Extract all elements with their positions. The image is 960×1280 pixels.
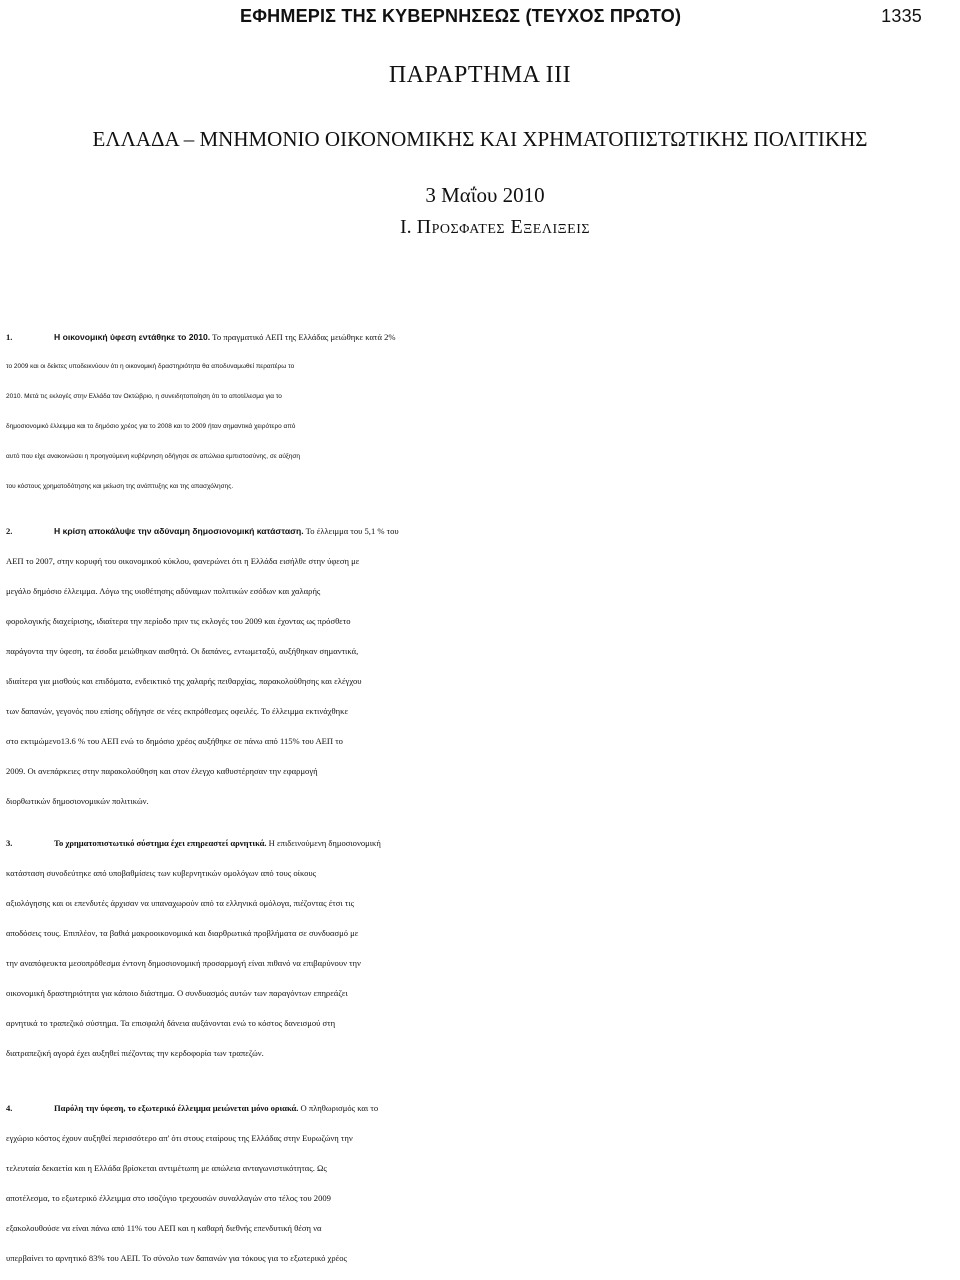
running-header [30, 6, 922, 34]
paragraph-line: στο εκτιμώμενο13.6 % του ΑΕΠ ενώ το δημόσιο χρέος αυξήθηκε σε πάνω από 115% του ΑΕΠ το [6, 736, 343, 746]
paragraph-line: 2010. Μετά τις εκλογές στην Ελλάδα τον Οκτώβριο, η συνειδητοποίηση ότι το αποτέλεσμα για το [6, 393, 282, 400]
section-heading [0, 216, 960, 239]
paragraph-line: αυτό που είχε ανακοινώσει η προηγούμενη κυβέρνηση οδήγησε σε απώλεια εμπιστοσύνης, σε αύξηση [6, 453, 301, 460]
paragraph-line: τελευταία δεκαετία και η Ελλάδα βρίσκεται αντιμέτωπη με απώλεια ανταγωνιστικότητας. Ως [6, 1163, 327, 1173]
paragraph-text: Η επιδεινούμενη δημοσιονομική [266, 838, 381, 848]
paragraph-line: εξακολουθούσε να είναι πάνω από 11% του ΑΕΠ και η καθαρή διεθνής επενδυτική θέση να [6, 1223, 322, 1233]
paragraph-line: του κόστους χρηματοδότησης και μείωση της ανάπτυξης και της απασχόλησης. [6, 483, 234, 490]
paragraph-line: παράγοντα την ύφεση, τα έσοδα μειώθηκαν αισθητά. Οι δαπάνες, εντωμεταξύ, αυξήθηκαν σημαντικά, [6, 646, 359, 656]
annex-title: ΠΑΡΑΡΤΗΜΑ ΙΙΙ [388, 62, 572, 88]
paragraph-line [6, 322, 956, 352]
paragraph-line [6, 516, 956, 546]
paragraph-line: φορολογικής διαχείρισης, ιδιαίτερα την περίοδο πριν τις εκλογές του 2009 και έχοντας ως πρόσθετο [6, 616, 351, 626]
section-title: Προσφατες Εξελιξεις [416, 216, 590, 238]
paragraph-text: Ο πληθωρισμός και το [298, 1103, 379, 1113]
section-numeral: I. [400, 216, 412, 238]
paragraph-3 [6, 828, 956, 1068]
paragraph-line [6, 1093, 956, 1123]
paragraph-line: οικονομική δραστηριότητα για κάποιο διάστημα. Ο συνδυασμός αυτών των παραγόντων επηρεάζει [6, 988, 348, 998]
paragraph-line: μεγάλο δημόσιο έλλειμμα. Λόγω της υιοθέτησης αδύναμων πολιτικών εσόδων και χαλαρής [6, 586, 321, 596]
paragraph-line: διατραπεζική αγορά έχει αυξηθεί πιέζοντας την κερδοφορία των τραπεζών. [6, 1048, 264, 1058]
paragraph-line: 2009. Οι ανεπάρκειες στην παρακολούθηση και στον έλεγχο καθυστέρησαν την εφαρμογή [6, 766, 318, 776]
paragraph-text: Το έλλειμμα του 5,1 % του [303, 526, 399, 536]
paragraph-number: 3. [6, 838, 13, 848]
paragraph-line: το 2009 και οι δείκτες υποδεικνύουν ότι η οικονομική δραστηριότητα θα αποδυναμωθεί περαιτέρω το [6, 363, 295, 370]
paragraph-lead: Η οικονομική ύφεση εντάθηκε το 2010. [54, 332, 211, 342]
paragraph-line: διορθωτικών δημοσιονομικών πολιτικών. [6, 796, 149, 806]
paragraph-2 [6, 516, 956, 816]
gazette-title: ΕΦΗΜΕΡΙΣ ΤΗΣ ΚΥΒΕΡΝΗΣΕΩΣ (ΤΕΥΧΟΣ ΠΡΩΤΟ) [240, 6, 682, 26]
paragraph-line: εγχώριο κόστος έχουν αυξηθεί περισσότερο απ' ότι στους εταίρους της Ελλάδας στην Ευρωζώνη την [6, 1133, 353, 1143]
document-title: ΕΛΛΑΔΑ – ΜΝΗΜΟΝΙΟ ΟΙΚΟΝΟΜΙΚΗΣ ΚΑΙ ΧΡΗΜΑΤΟΠΙΣΤΩΤΙΚΗΣ ΠΟΛΙΤΙΚΗΣ [92, 127, 868, 151]
document-date: 3 Μαΐου 2010 [425, 183, 545, 207]
paragraph-line: ιδιαίτερα για μισθούς και επιδόματα, ενδεικτικό της χαλαρής πειθαρχίας, παρακολούθησης και ελέγχου [6, 676, 362, 686]
paragraph-line [6, 828, 956, 858]
paragraph-line: αξιολόγησης και οι επενδυτές άρχισαν να υπαναχωρούν από τα ελληνικά ομόλογα, πιέζοντας έτσι τις [6, 898, 354, 908]
paragraph-line: υπερβαίνει το αρνητικό 83% του ΑΕΠ. Το σύνολο των δαπανών για τόκους για το εξωτερικό χρέος [6, 1253, 347, 1263]
paragraph-line: των δαπανών, γεγονός που επίσης οδήγησε σε νέες εκπρόθεσμες οφειλές. Το έλλειμμα εκτινάχθηκε [6, 706, 349, 716]
paragraph-line: κατάσταση συνοδεύτηκε από υποβαθμίσεις των κυβερνητικών ομολόγων από τους οίκους [6, 868, 317, 878]
paragraph-1 [6, 322, 956, 502]
paragraph-4 [6, 1093, 956, 1273]
paragraph-lead: Το χρηματοπιστωτικό σύστημα έχει επηρεαστεί αρνητικά. [54, 838, 267, 848]
paragraph-text: Το πραγματικό ΑΕΠ της Ελλάδας μειώθηκε κατά 2% [210, 332, 396, 342]
paragraph-number: 1. [6, 332, 13, 342]
paragraph-line: αποτέλεσμα, το εξωτερικό έλλειμμα στο ισοζύγιο τρεχουσών συναλλαγών στο τέλος του 2009 [6, 1193, 331, 1203]
paragraph-line: αρνητικά το τραπεζικό σύστημα. Τα επισφαλή δάνεια αυξάνονται ενώ το κόστος δανεισμού στη [6, 1018, 336, 1028]
paragraph-line: την αναπόφευκτα μεσοπρόθεσμα έντονη δημοσιονομική προσαρμογή είναι πιθανό να επιβαρύνουν την [6, 958, 361, 968]
paragraph-lead: Η κρίση αποκάλυψε την αδύναμη δημοσιονομική κατάσταση. [54, 526, 304, 536]
paragraph-line: δημοσιονομικό έλλειμμα και το δημόσιο χρέος για το 2008 και το 2009 ήταν σημαντικά χειρότερο από [6, 423, 296, 430]
paragraph-line: ΑΕΠ το 2007, στην κορυφή του οικονομικού κύκλου, φανερώνει ότι η Ελλάδα εισήλθε στην ύφεση με [6, 556, 360, 566]
paragraph-number: 2. [6, 526, 13, 536]
paragraph-line: αποδόσεις τους. Επιπλέον, τα βαθιά μακροοικονομικά και διαρθρωτικά προβλήματα σε συνδυασμό με [6, 928, 359, 938]
page-number: 1335 [881, 6, 922, 26]
paragraph-number: 4. [6, 1103, 13, 1113]
paragraph-lead: Παρόλη την ύφεση, το εξωτερικό έλλειμμα μειώνεται μόνο οριακά. [54, 1103, 299, 1113]
